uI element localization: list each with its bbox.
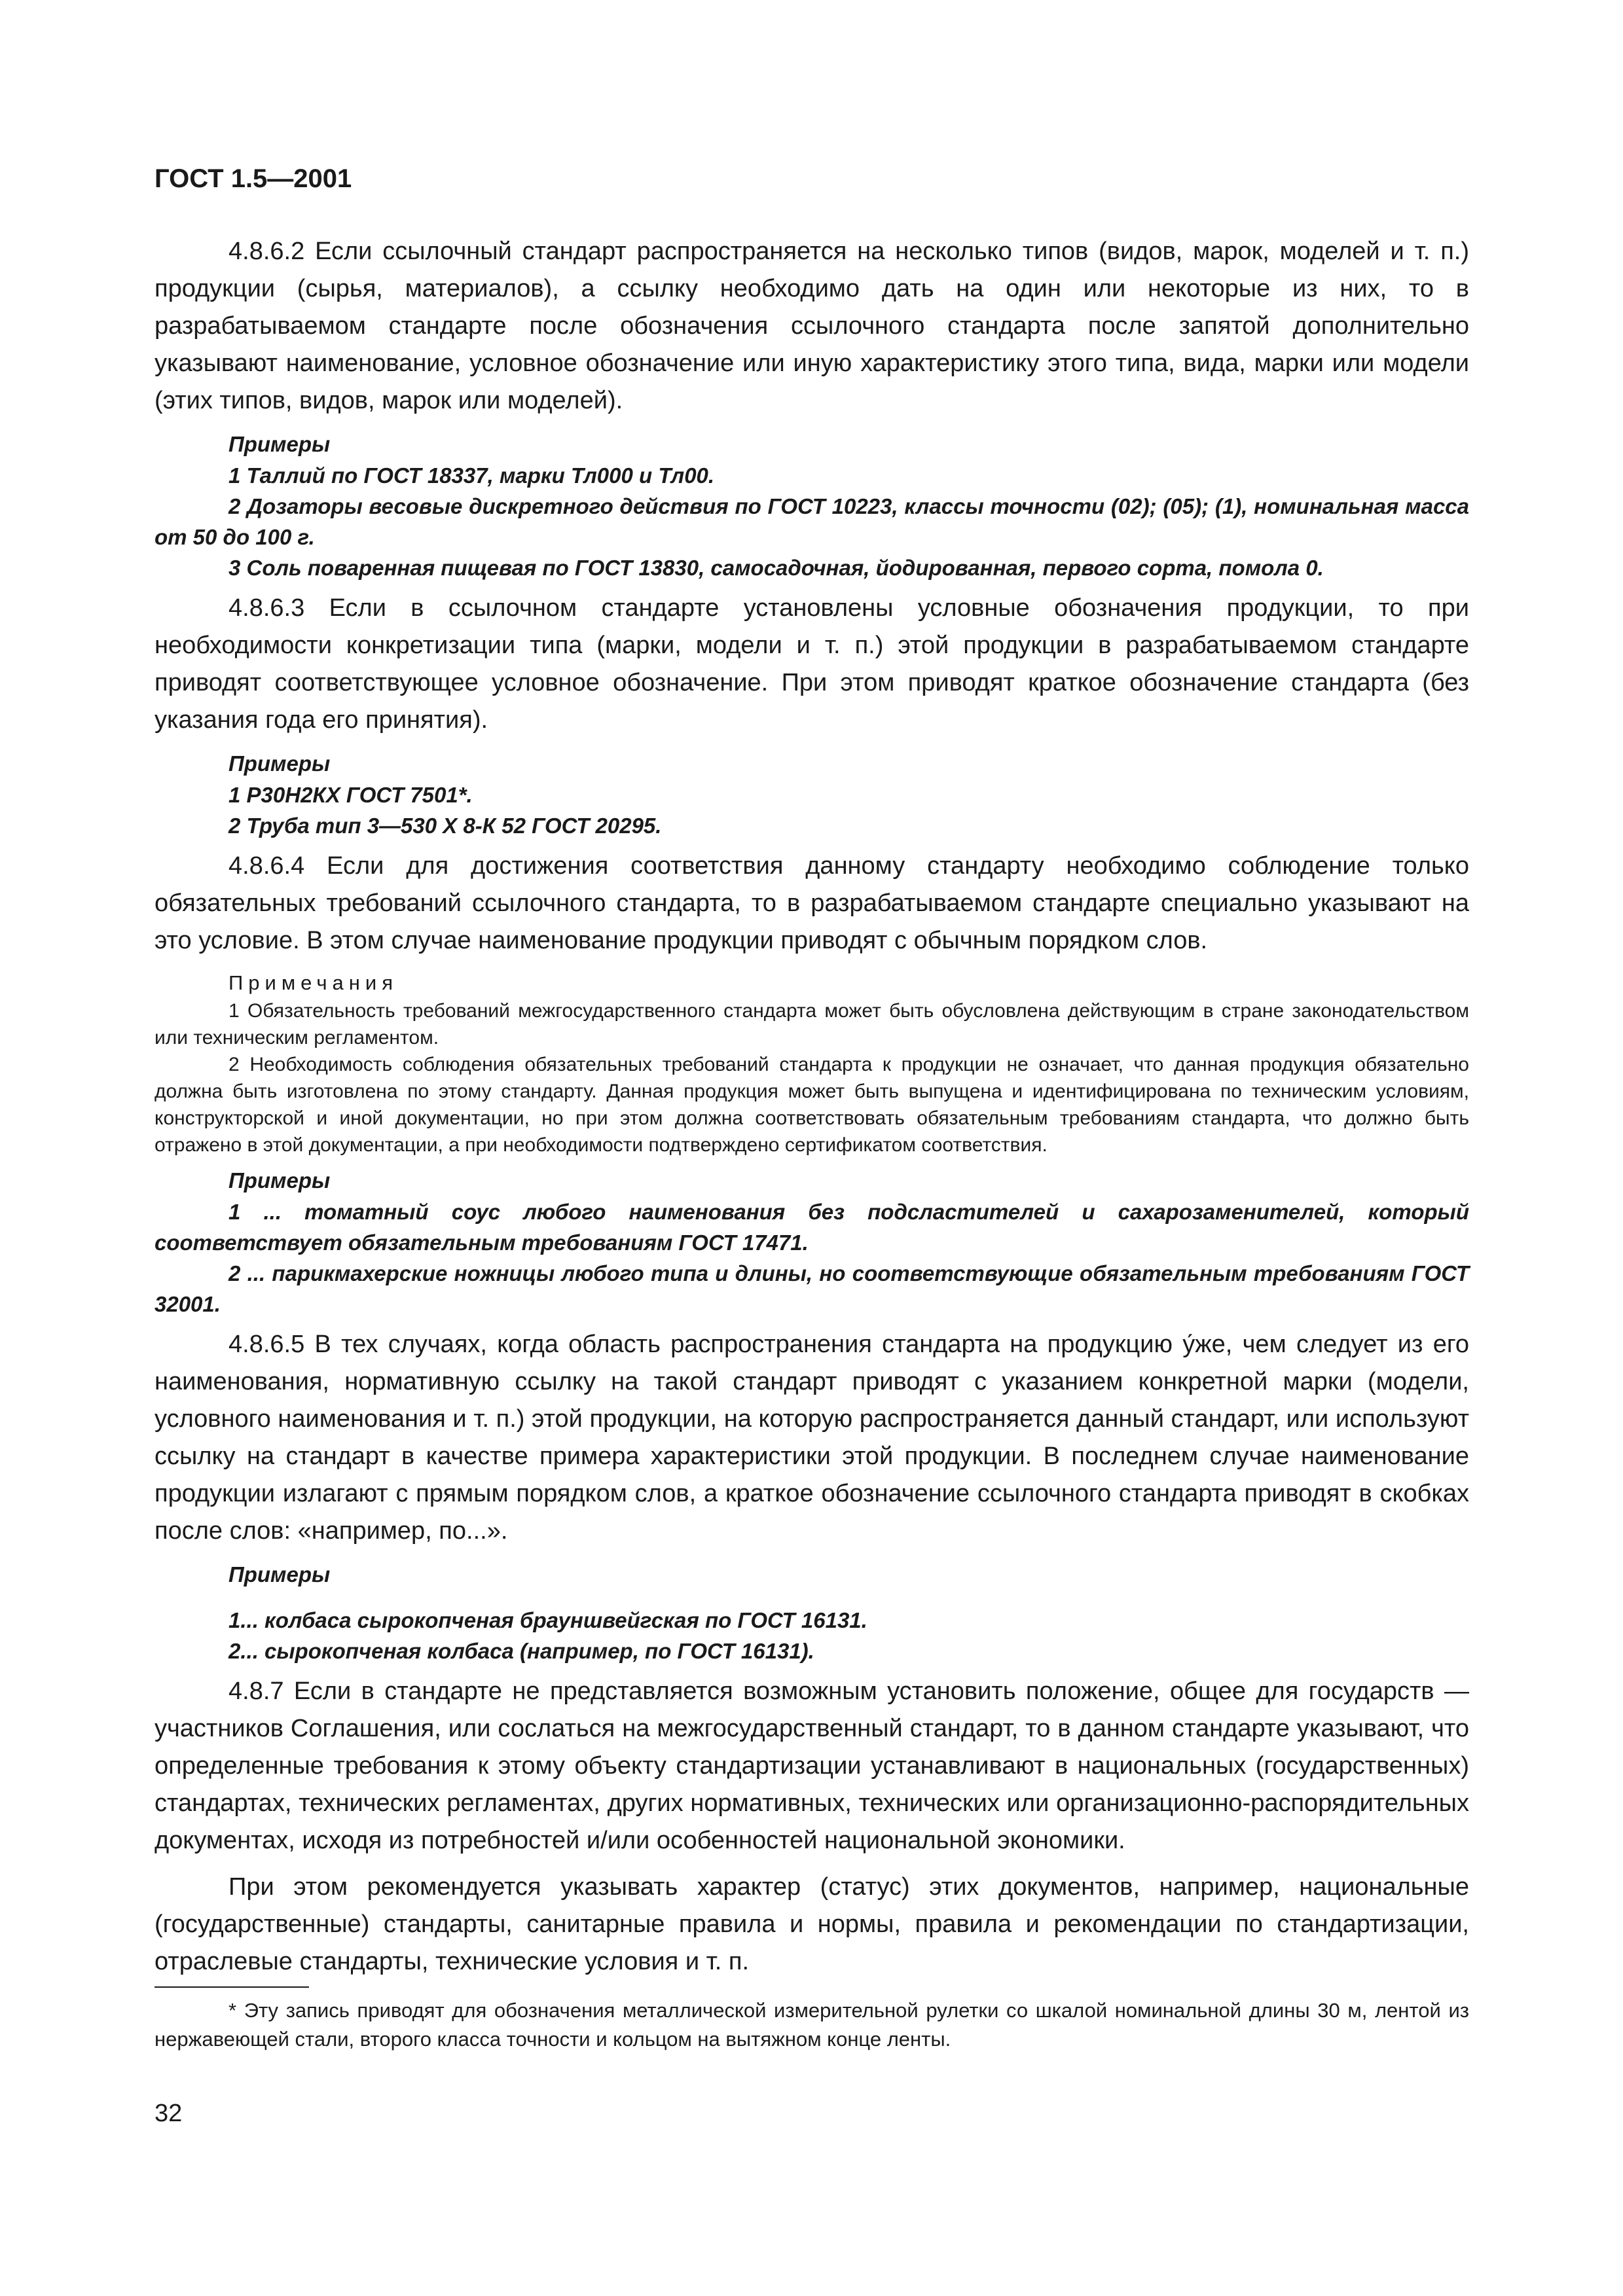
example-item: 1 Р30Н2КХ ГОСТ 7501*. (228, 783, 473, 807)
examples-title: Примеры (228, 751, 331, 776)
document-page (155, 162, 1469, 1990)
example-item: 2 Труба тип 3—530 X 8-К 52 ГОСТ 20295. (228, 814, 662, 838)
note-item: 2 Необходимость соблюдения обязательных требований стандарта к продукции не означает, что данная продукция обязательно должна быть изготовлена по этому стандарту. Данная продукция может быть выпущена и идентифицирована по техническим условиям, конструкторской и иной документации, но при этом должна соответствовать обязательным требованиям стандарта, что должно быть отражено в этой документации, а при необходимости подтверждено сертификатом соответствия. (155, 1054, 1469, 1156)
examples-title: Примеры (228, 1168, 331, 1193)
clause-4-8-7-continuation: При этом рекомендуется указывать характер (статус) этих документов, например, национальные (государственные) стандарты, санитарные правила и нормы, правила и рекомендации по стандартизации, отраслевые стандарты, технические условия и т. п. (155, 1873, 1469, 1975)
example-item: 1 ... томатный соус любого наименования без подсластителей и сахарозаменителей, который соответствует обязательным требованиям ГОСТ 17471. (155, 1200, 1469, 1255)
clause-4-8-6-4: 4.8.6.4 Если для достижения соответствия данному стандарту необходимо соблюдение только обязательных требований ссылочного стандарта, то в разрабатываемом стандарте специально указывают на это условие. В этом случае наименование продукции приводят с обычным порядком слов. (155, 852, 1469, 954)
notes-title: Примечания (228, 971, 398, 994)
document-header: ГОСТ 1.5—2001 (155, 164, 352, 193)
examples-block-4-8-6-5 (155, 1559, 1469, 1666)
footnote-divider (155, 1986, 309, 1988)
example-item: 2... сырокопченая колбаса (например, по ГОСТ 16131). (228, 1639, 814, 1663)
note-item: 1 Обязательность требований межгосударственного стандарта может быть обусловлена действующим в стране законодательством или техническим регламентом. (155, 1000, 1469, 1049)
example-item: 2 ... парикмахерские ножницы любого типа и длины, но соответствующие обязательным требованиям ГОСТ 32001. (155, 1261, 1469, 1316)
clause-4-8-6-2: 4.8.6.2 Если ссылочный стандарт распространяется на несколько типов (видов, марок, моделей и т. п.) продукции (сырья, материалов), а ссылку необходимо дать на один или некоторые из них, то в разрабатываемом стандарте после обозначения ссылочного стандарта после запятой дополнительно указывают наименование, условное обозначение или иную характеристику этого типа, вида, марки или модели (этих типов, видов, марок или моделей). (155, 238, 1469, 414)
page-number: 32 (155, 2100, 183, 2127)
footnote: * Эту запись приводят для обозначения металлической измерительной рулетки со шкалой номинальной длины 30 м, лентой из нержавеющей стали, второго класса точности и кольцом на вытяжном конце ленты. (155, 1999, 1469, 2051)
examples-title: Примеры (228, 1562, 331, 1587)
example-item: 1 Таллий по ГОСТ 18337, марки Тл000 и Тл00. (228, 463, 715, 488)
notes-block (155, 969, 1469, 1158)
clause-4-8-6-3: 4.8.6.3 Если в ссылочном стандарте установлены условные обозначения продукции, то при необходимости конкретизации типа (марки, модели и т. п.) этой продукции в разрабатываемом стандарте приводят соответствующее условное обозначение. При этом приводят краткое обозначение стандарта (без указания года его принятия). (155, 594, 1469, 734)
example-item: 2 Дозаторы весовые дискретного действия по ГОСТ 10223, классы точности (02); (05); (1), номинальная масса от 50 до 100 г. (155, 494, 1469, 549)
examples-block-4-8-6-2 (155, 429, 1469, 583)
examples-title: Примеры (228, 432, 331, 456)
example-item: 3 Соль поваренная пищевая по ГОСТ 13830, самосадочная, йодированная, первого сорта, помола 0. (228, 556, 1324, 580)
example-item: 1... колбаса сырокопченая брауншвейгская по ГОСТ 16131. (228, 1608, 867, 1632)
clause-4-8-7: 4.8.7 Если в стандарте не представляется возможным установить положение, общее для государств — участников Соглашения, или сослаться на межгосударственный стандарт, то в данном стандарте указывают, что определенные требования к этому объекту стандартизации устанавливают в национальных (государственных) стандартах, технических регламентах, других нормативных, технических или организационно-распорядительных документах, исходя из потребностей и/или особенностей национальной экономики. (155, 1677, 1469, 1854)
examples-block-4-8-6-4 (155, 1165, 1469, 1319)
examples-block-4-8-6-3 (155, 748, 1469, 841)
clause-4-8-6-5: 4.8.6.5 В тех случаях, когда область распространения стандарта на продукцию у́же, чем следует из его наименования, нормативную ссылку на такой стандарт приводят с указанием конкретной марки (модели, условного наименования и т. п.) этой продукции, на которую распространяется данный стандарт, или используют ссылку на стандарт в качестве примера характеристики этой продукции. В последнем случае наименование продукции излагают с прямым порядком слов, а краткое обозначение ссылочного стандарта приводят в скобках после слов: «например, по...». (155, 1331, 1469, 1545)
